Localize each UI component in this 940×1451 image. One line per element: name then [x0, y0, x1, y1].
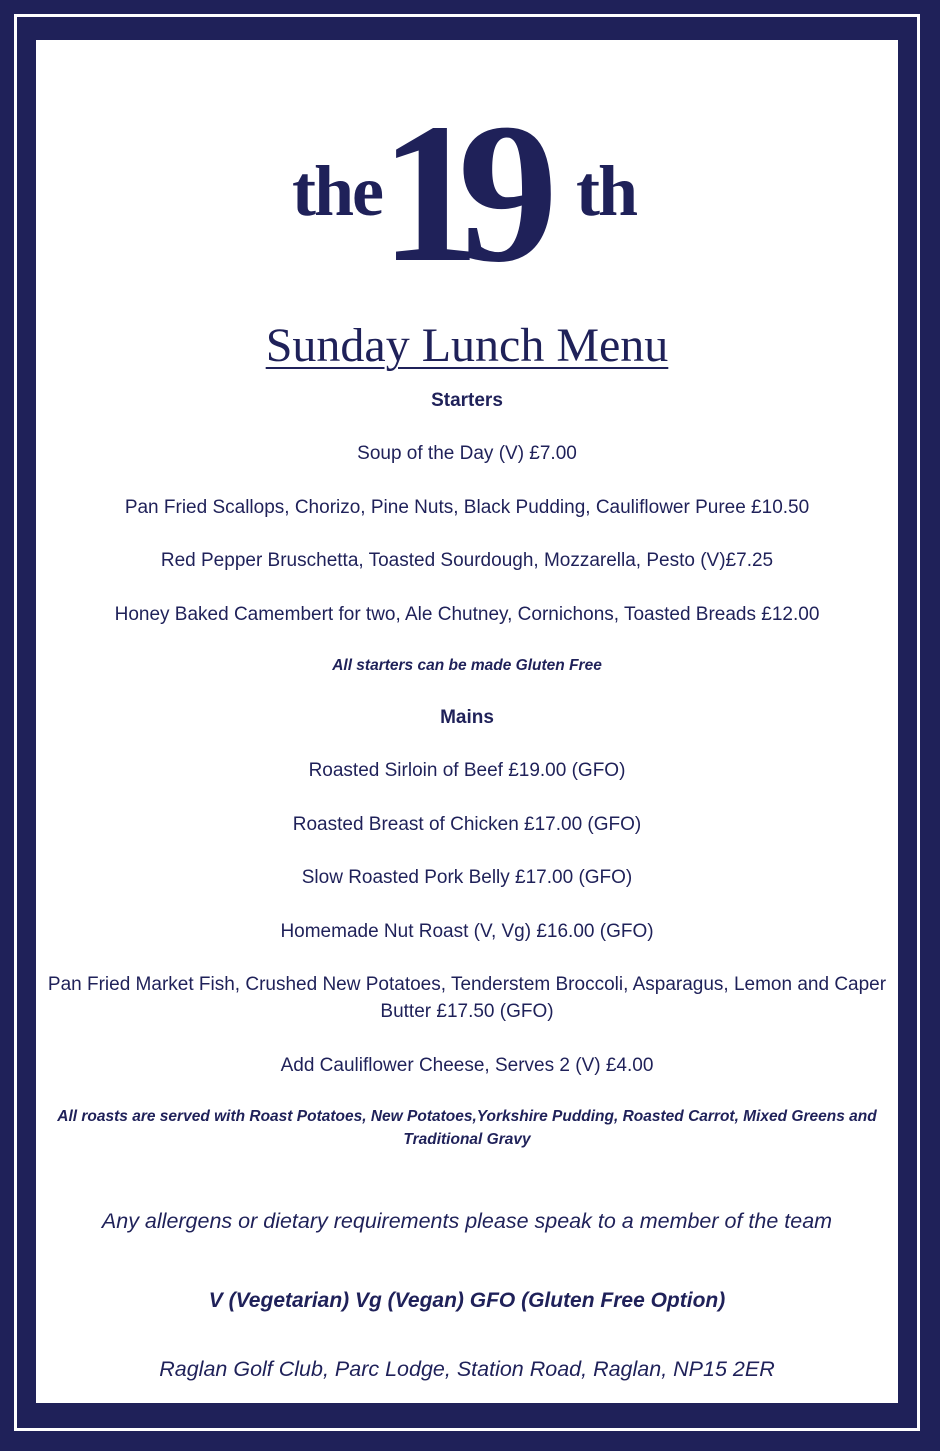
main-item: Roasted Breast of Chicken £17.00 (GFO): [292, 814, 642, 835]
main-item: Add Cauliflower Cheese, Serves 2 (V) £4.00: [280, 1055, 654, 1076]
logo: [36, 83, 898, 304]
starter-item: Pan Fried Scallops, Chorizo, Pine Nuts, Black Pudding, Cauliflower Puree £10.50: [124, 497, 810, 518]
main-item: Roasted Sirloin of Beef £19.00 (GFO): [308, 760, 626, 781]
menu-title: Sunday Lunch Menu: [265, 319, 669, 372]
starter-item: Soup of the Day (V) £7.00: [357, 443, 577, 464]
logo-number: 19: [380, 83, 536, 304]
mains-heading: Mains: [440, 707, 494, 728]
logo-suffix: th: [576, 151, 637, 231]
mains-note: All roasts are served with Roast Potatoes, New Potatoes,Yorkshire Pudding, Roasted Carrot, Mixed Greens and Traditional Gravy: [57, 1108, 877, 1148]
logo-prefix: the: [292, 151, 382, 231]
main-item: Pan Fried Market Fish, Crushed New Potatoes, Tenderstem Broccoli, Asparagus, Lemon and Caper Butter £17.50 (GFO): [47, 974, 887, 1022]
main-item: Homemade Nut Roast (V, Vg) £16.00 (GFO): [280, 921, 654, 942]
main-item: Slow Roasted Pork Belly £17.00 (GFO): [301, 867, 633, 888]
starters-note: All starters can be made Gluten Free: [332, 657, 602, 674]
starters-heading: Starters: [431, 390, 503, 411]
starter-item: Red Pepper Bruschetta, Toasted Sourdough, Mozzarella, Pesto (V)£7.25: [160, 550, 774, 571]
starter-item: Honey Baked Camembert for two, Ale Chutney, Cornichons, Toasted Breads £12.00: [114, 604, 820, 625]
address: Raglan Golf Club, Parc Lodge, Station Road, Raglan, NP15 2ER: [159, 1357, 775, 1381]
allergen-notice: Any allergens or dietary requirements please speak to a member of the team: [101, 1209, 833, 1233]
dietary-legend: V (Vegetarian) Vg (Vegan) GFO (Gluten Free Option): [208, 1289, 726, 1312]
menu-paper: [36, 40, 898, 1403]
